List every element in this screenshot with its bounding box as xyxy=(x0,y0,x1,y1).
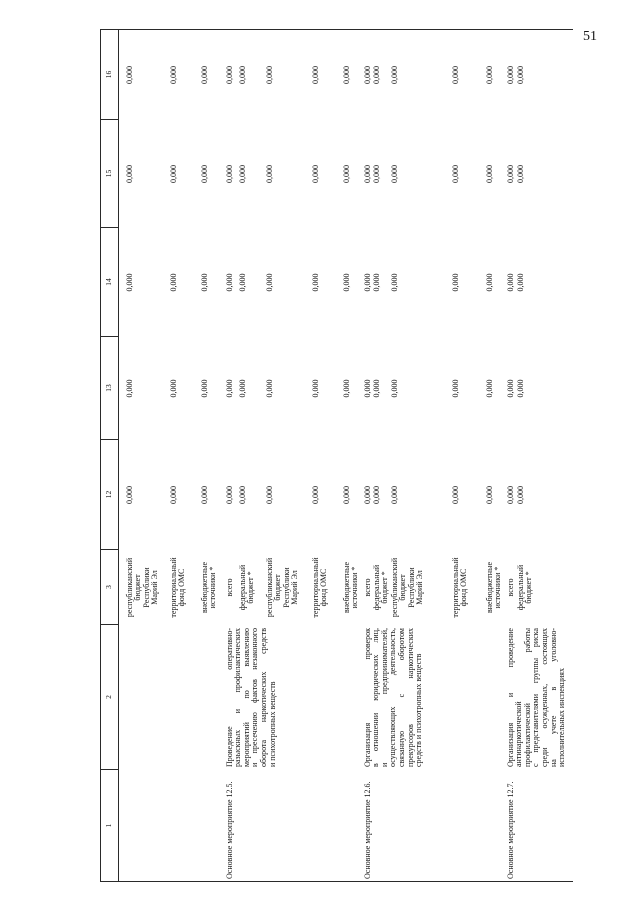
amount-cell: 0,000 xyxy=(505,486,515,504)
amount-cell: 0,000 xyxy=(237,66,247,84)
amount-cell: 0,000 xyxy=(341,379,351,398)
amount-cell: 0,000 xyxy=(124,66,134,84)
amount-cell: 0,000 xyxy=(371,165,381,183)
amount-cell: 0,000 xyxy=(371,273,381,292)
activity-description xyxy=(226,625,364,770)
funding-source: федеральный бюджет * xyxy=(237,564,256,611)
amount-cell: 0,000 xyxy=(224,273,234,292)
amount-cell: 0,000 xyxy=(362,165,372,183)
amount-cell: 0,000 xyxy=(224,379,234,398)
amount-cell: 0,000 xyxy=(341,165,351,183)
amount-cell: 0,000 xyxy=(389,273,399,292)
amount-cell: 0,000 xyxy=(362,379,372,398)
amount-cell: 0,000 xyxy=(264,165,274,183)
amount-cell: 0,000 xyxy=(450,66,460,84)
description-line: осуществляющих деятельность, xyxy=(388,628,398,767)
amount-cell: 0,000 xyxy=(237,165,247,183)
column-number-header: 2 xyxy=(100,625,118,770)
description-line: Проведение оперативно- xyxy=(224,628,234,767)
activity-description xyxy=(507,625,573,770)
table-grid xyxy=(100,30,573,882)
description-line: связанную с оборотом xyxy=(397,628,407,767)
amount-cell: 0,000 xyxy=(515,273,525,292)
funding-source: территориальный фонд ОМС xyxy=(168,557,187,618)
amount-cell: 0,000 xyxy=(124,273,134,292)
description-line: на учете в уголовно- xyxy=(548,628,558,767)
amount-cell: 0,000 xyxy=(484,273,494,292)
amount-cell: 0,000 xyxy=(168,66,178,84)
amount-cell: 0,000 xyxy=(450,379,460,398)
description-line: мероприятий по выявлению xyxy=(241,628,251,767)
amount-cell: 0,000 xyxy=(505,273,515,292)
amount-cell: 0,000 xyxy=(484,379,494,398)
amount-cell: 0,000 xyxy=(484,165,494,183)
funding-source: федеральный бюджет * xyxy=(371,564,390,611)
amount-cell: 0,000 xyxy=(199,66,209,84)
page-number: 51 xyxy=(583,29,597,44)
description-line: Организация и проведение xyxy=(505,628,515,767)
column-number-header: 12 xyxy=(100,440,118,550)
amount-cell: 0,000 xyxy=(168,486,178,504)
activity-title: Основное мероприятие 12.7. xyxy=(505,781,515,879)
description-line: профилактической работы xyxy=(522,628,532,767)
amount-cell: 0,000 xyxy=(389,486,399,504)
amount-cell: 0,000 xyxy=(237,486,247,504)
description-line: и пресечению фактов незаконного xyxy=(250,628,260,767)
funding-source: всего xyxy=(505,578,515,597)
funding-source: территориальный фонд ОМС xyxy=(310,557,329,618)
funding-source: республиканский бюджет Республики Марий Эл xyxy=(124,557,160,618)
amount-cell: 0,000 xyxy=(237,379,247,398)
description-line: среди осужденных, состоящих xyxy=(540,628,550,767)
amount-cell: 0,000 xyxy=(389,379,399,398)
amount-cell: 0,000 xyxy=(371,66,381,84)
amount-cell: 0,000 xyxy=(371,486,381,504)
description-line: исполнительных инспекциях xyxy=(557,668,567,767)
column-number-header: 15 xyxy=(100,120,118,228)
amount-cell: 0,000 xyxy=(199,165,209,183)
description-line: Организация проверок xyxy=(362,628,372,767)
amount-cell: 0,000 xyxy=(505,165,515,183)
amount-cell: 0,000 xyxy=(515,379,525,398)
amount-cell: 0,000 xyxy=(168,273,178,292)
description-line: антинаркотической xyxy=(514,701,524,767)
amount-cell: 0,000 xyxy=(362,273,372,292)
amount-cell: 0,000 xyxy=(450,486,460,504)
amount-cell: 0,000 xyxy=(310,66,320,84)
amount-cell: 0,000 xyxy=(264,66,274,84)
amount-cell: 0,000 xyxy=(124,379,134,398)
amount-cell: 0,000 xyxy=(264,379,274,398)
amount-cell: 0,000 xyxy=(199,379,209,398)
column-number-header: 1 xyxy=(100,770,118,882)
amount-cell: 0,000 xyxy=(450,273,460,292)
amount-cell: 0,000 xyxy=(199,486,209,504)
amount-cell: 0,000 xyxy=(515,165,525,183)
amount-cell: 0,000 xyxy=(389,165,399,183)
amount-cell: 0,000 xyxy=(264,273,274,292)
amount-cell: 0,000 xyxy=(371,379,381,398)
funding-source: внебюджетные источники * xyxy=(484,562,503,613)
amount-cell: 0,000 xyxy=(224,165,234,183)
amount-cell: 0,000 xyxy=(310,379,320,398)
amount-cell: 0,000 xyxy=(310,486,320,504)
description-line: оборота наркотических средств xyxy=(259,628,269,767)
description-line: разыскных и профилактических xyxy=(233,628,243,767)
description-line: прекурсоров наркотических xyxy=(405,628,415,767)
funding-source: внебюджетные источники * xyxy=(341,562,360,613)
funding-source: территориальный фонд ОМС xyxy=(450,557,469,618)
amount-cell: 0,000 xyxy=(362,486,372,504)
amount-cell: 0,000 xyxy=(450,165,460,183)
amount-cell: 0,000 xyxy=(515,66,525,84)
amount-cell: 0,000 xyxy=(515,486,525,504)
amount-cell: 0,000 xyxy=(341,486,351,504)
amount-cell: 0,000 xyxy=(362,66,372,84)
column-number-header: 14 xyxy=(100,228,118,337)
amount-cell: 0,000 xyxy=(124,165,134,183)
funding-source: республиканский бюджет Республики Марий Эл xyxy=(389,557,425,618)
description-line: с представителями группы риска xyxy=(531,628,541,767)
funding-source: всего xyxy=(362,578,372,597)
column-number-header: 13 xyxy=(100,337,118,440)
amount-cell: 0,000 xyxy=(168,165,178,183)
amount-cell: 0,000 xyxy=(341,66,351,84)
amount-cell: 0,000 xyxy=(199,273,209,292)
amount-cell: 0,000 xyxy=(224,486,234,504)
column-number-header: 3 xyxy=(100,550,118,625)
description-line: и психотропных веществ xyxy=(267,681,277,767)
funding-source: республиканский бюджет Республики Марий Эл xyxy=(264,557,300,618)
amount-cell: 0,000 xyxy=(168,379,178,398)
funding-table xyxy=(100,30,573,882)
description-line: и предпринимателей, xyxy=(379,628,389,767)
amount-cell: 0,000 xyxy=(310,273,320,292)
funding-source: внебюджетные источники * xyxy=(199,562,218,613)
funding-source: всего xyxy=(224,578,234,597)
amount-cell: 0,000 xyxy=(484,486,494,504)
funding-source: федеральный бюджет * xyxy=(515,564,534,611)
activity-title: Основное мероприятие 12.6. xyxy=(362,781,372,879)
amount-cell: 0,000 xyxy=(389,66,399,84)
amount-cell: 0,000 xyxy=(124,486,134,504)
activity-title: Основное мероприятие 12.5. xyxy=(224,781,234,879)
amount-cell: 0,000 xyxy=(505,66,515,84)
amount-cell: 0,000 xyxy=(341,273,351,292)
amount-cell: 0,000 xyxy=(237,273,247,292)
amount-cell: 0,000 xyxy=(505,379,515,398)
column-number-header: 16 xyxy=(100,30,118,120)
amount-cell: 0,000 xyxy=(264,486,274,504)
amount-cell: 0,000 xyxy=(224,66,234,84)
description-line: в отношении юридических лиц, xyxy=(371,628,381,767)
activity-description xyxy=(364,625,507,770)
amount-cell: 0,000 xyxy=(484,66,494,84)
description-line: средств и психотропных веществ xyxy=(414,653,424,767)
amount-cell: 0,000 xyxy=(310,165,320,183)
